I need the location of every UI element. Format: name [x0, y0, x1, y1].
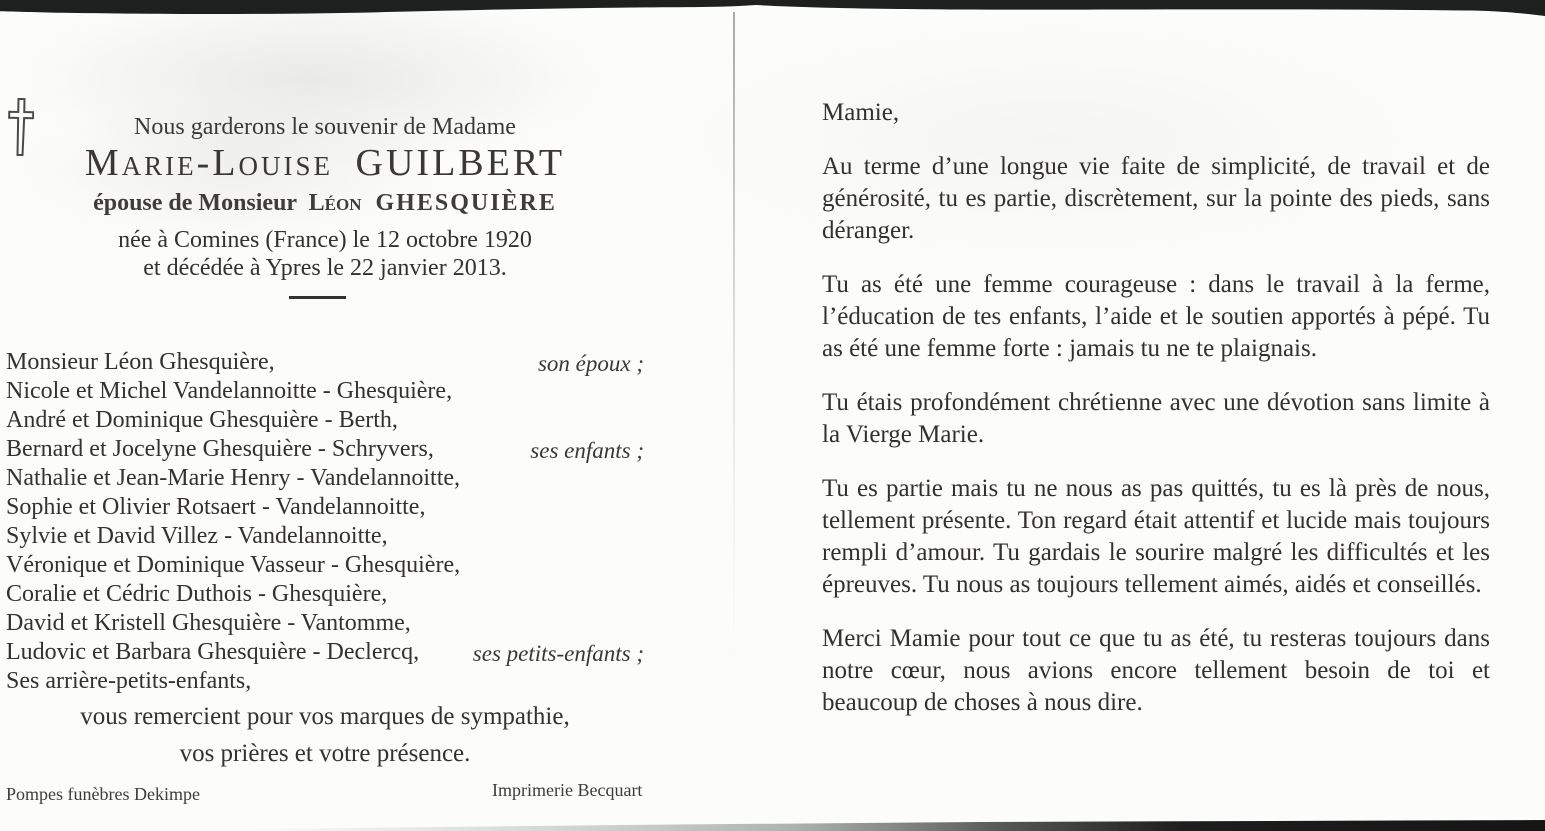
family-row	[6, 638, 644, 667]
thanks-line: vos prières et votre présence.	[179, 740, 471, 767]
thanks-block	[0, 698, 650, 772]
deceased-given-name: Marie-Louise	[84, 142, 334, 184]
family-member: Sophie et Olivier Rotsaert - Vandelannoitte,	[6, 494, 426, 520]
family-member: Monsieur Léon Ghesquière,	[6, 349, 275, 375]
letter-salutation: Mamie,	[822, 99, 900, 126]
family-member: Véronique et Dominique Vasseur - Ghesquière,	[6, 552, 461, 578]
family-row	[6, 493, 644, 522]
family-list	[6, 348, 644, 696]
family-row	[6, 464, 644, 493]
relation-label: ses enfants ;	[530, 438, 644, 463]
scan-top-edge	[0, 0, 1545, 22]
letter-right-page	[822, 97, 1490, 741]
family-row	[6, 348, 644, 377]
letter-paragraph: Tu étais profondément chrétienne avec une dévotion sans limite à la Vierge Marie.	[822, 389, 1490, 448]
scan-bottom-edge	[0, 817, 1545, 831]
card-header	[0, 114, 650, 282]
family-row	[6, 667, 644, 696]
family-member: André et Dominique Ghesquière - Berth,	[6, 407, 398, 433]
family-member: Ses arrière-petits-enfants,	[6, 668, 252, 694]
spouse-line	[0, 189, 650, 217]
printer-credit: Imprimerie Becquart	[492, 780, 643, 800]
family-member: David et Kristell Ghesquière - Vantomme,	[6, 610, 411, 636]
family-row	[6, 435, 644, 464]
family-member: Nicole et Michel Vandelannoitte - Ghesquière,	[6, 378, 453, 404]
letter-paragraph: Merci Mamie pour tout ce que tu as été, tu resteras toujours dans notre cœur, nous avions encore tellement besoin de toi et beaucoup de choses à nous dire.	[822, 625, 1490, 716]
family-member: Sylvie et David Villez - Vandelannoitte,	[6, 523, 388, 549]
family-row	[6, 406, 644, 435]
death-line: et décédée à Ypres le 22 janvier 2013.	[143, 255, 507, 281]
funeral-home-credit: Pompes funèbres Dekimpe	[6, 784, 200, 804]
family-member: Bernard et Jocelyne Ghesquière - Schryvers,	[6, 436, 434, 462]
spouse-surname: GHESQUIÈRE	[375, 190, 557, 216]
birth-line: née à Comines (France) le 12 octobre 1920	[118, 227, 532, 253]
letter-paragraph: Au terme d’une longue vie faite de simplicité, de travail et de générosité, tu es partie, discrètement, sur la pointe des pieds, sans déranger.	[822, 153, 1490, 244]
family-row	[6, 377, 644, 406]
deceased-surname: GUILBERT	[355, 142, 566, 184]
intro-line: Nous garderons le souvenir de Madame	[134, 114, 516, 140]
family-member: Coralie et Cédric Duthois - Ghesquière,	[6, 581, 388, 607]
family-row	[6, 580, 644, 609]
family-member: Nathalie et Jean-Marie Henry - Vandelannoitte,	[6, 465, 461, 491]
section-divider	[289, 296, 346, 299]
spouse-given-name: Léon	[308, 190, 362, 216]
family-member: Ludovic et Barbara Ghesquière - Declercq,	[6, 639, 420, 665]
relation-label: son époux ;	[537, 351, 644, 376]
letter-paragraph: Tu es partie mais tu ne nous as pas quittés, tu es là près de nous, tellement présente. Ton regard était attentif et lucide mais toujours rempli d’amour. Tu gardais le sourire malgré les difficultés et les épreuves. Tu nous as toujours tellement aimés, aidés et conseillés.	[822, 475, 1490, 598]
deceased-name	[0, 140, 650, 186]
family-row	[6, 551, 644, 580]
relation-label: ses petits-enfants ;	[472, 641, 644, 666]
family-row	[6, 522, 644, 551]
spouse-prefix: épouse de Monsieur	[93, 190, 297, 216]
fold-crease	[733, 12, 735, 672]
letter-paragraph: Tu as été une femme courageuse : dans le travail à la ferme, l’éducation de tes enfants, l’aide et le soutien apportés à pépé. Tu as été une femme forte : jamais tu ne te plaignais.	[822, 271, 1490, 362]
family-row	[6, 609, 644, 638]
thanks-line: vous remercient pour vos marques de sympathie,	[80, 703, 570, 730]
